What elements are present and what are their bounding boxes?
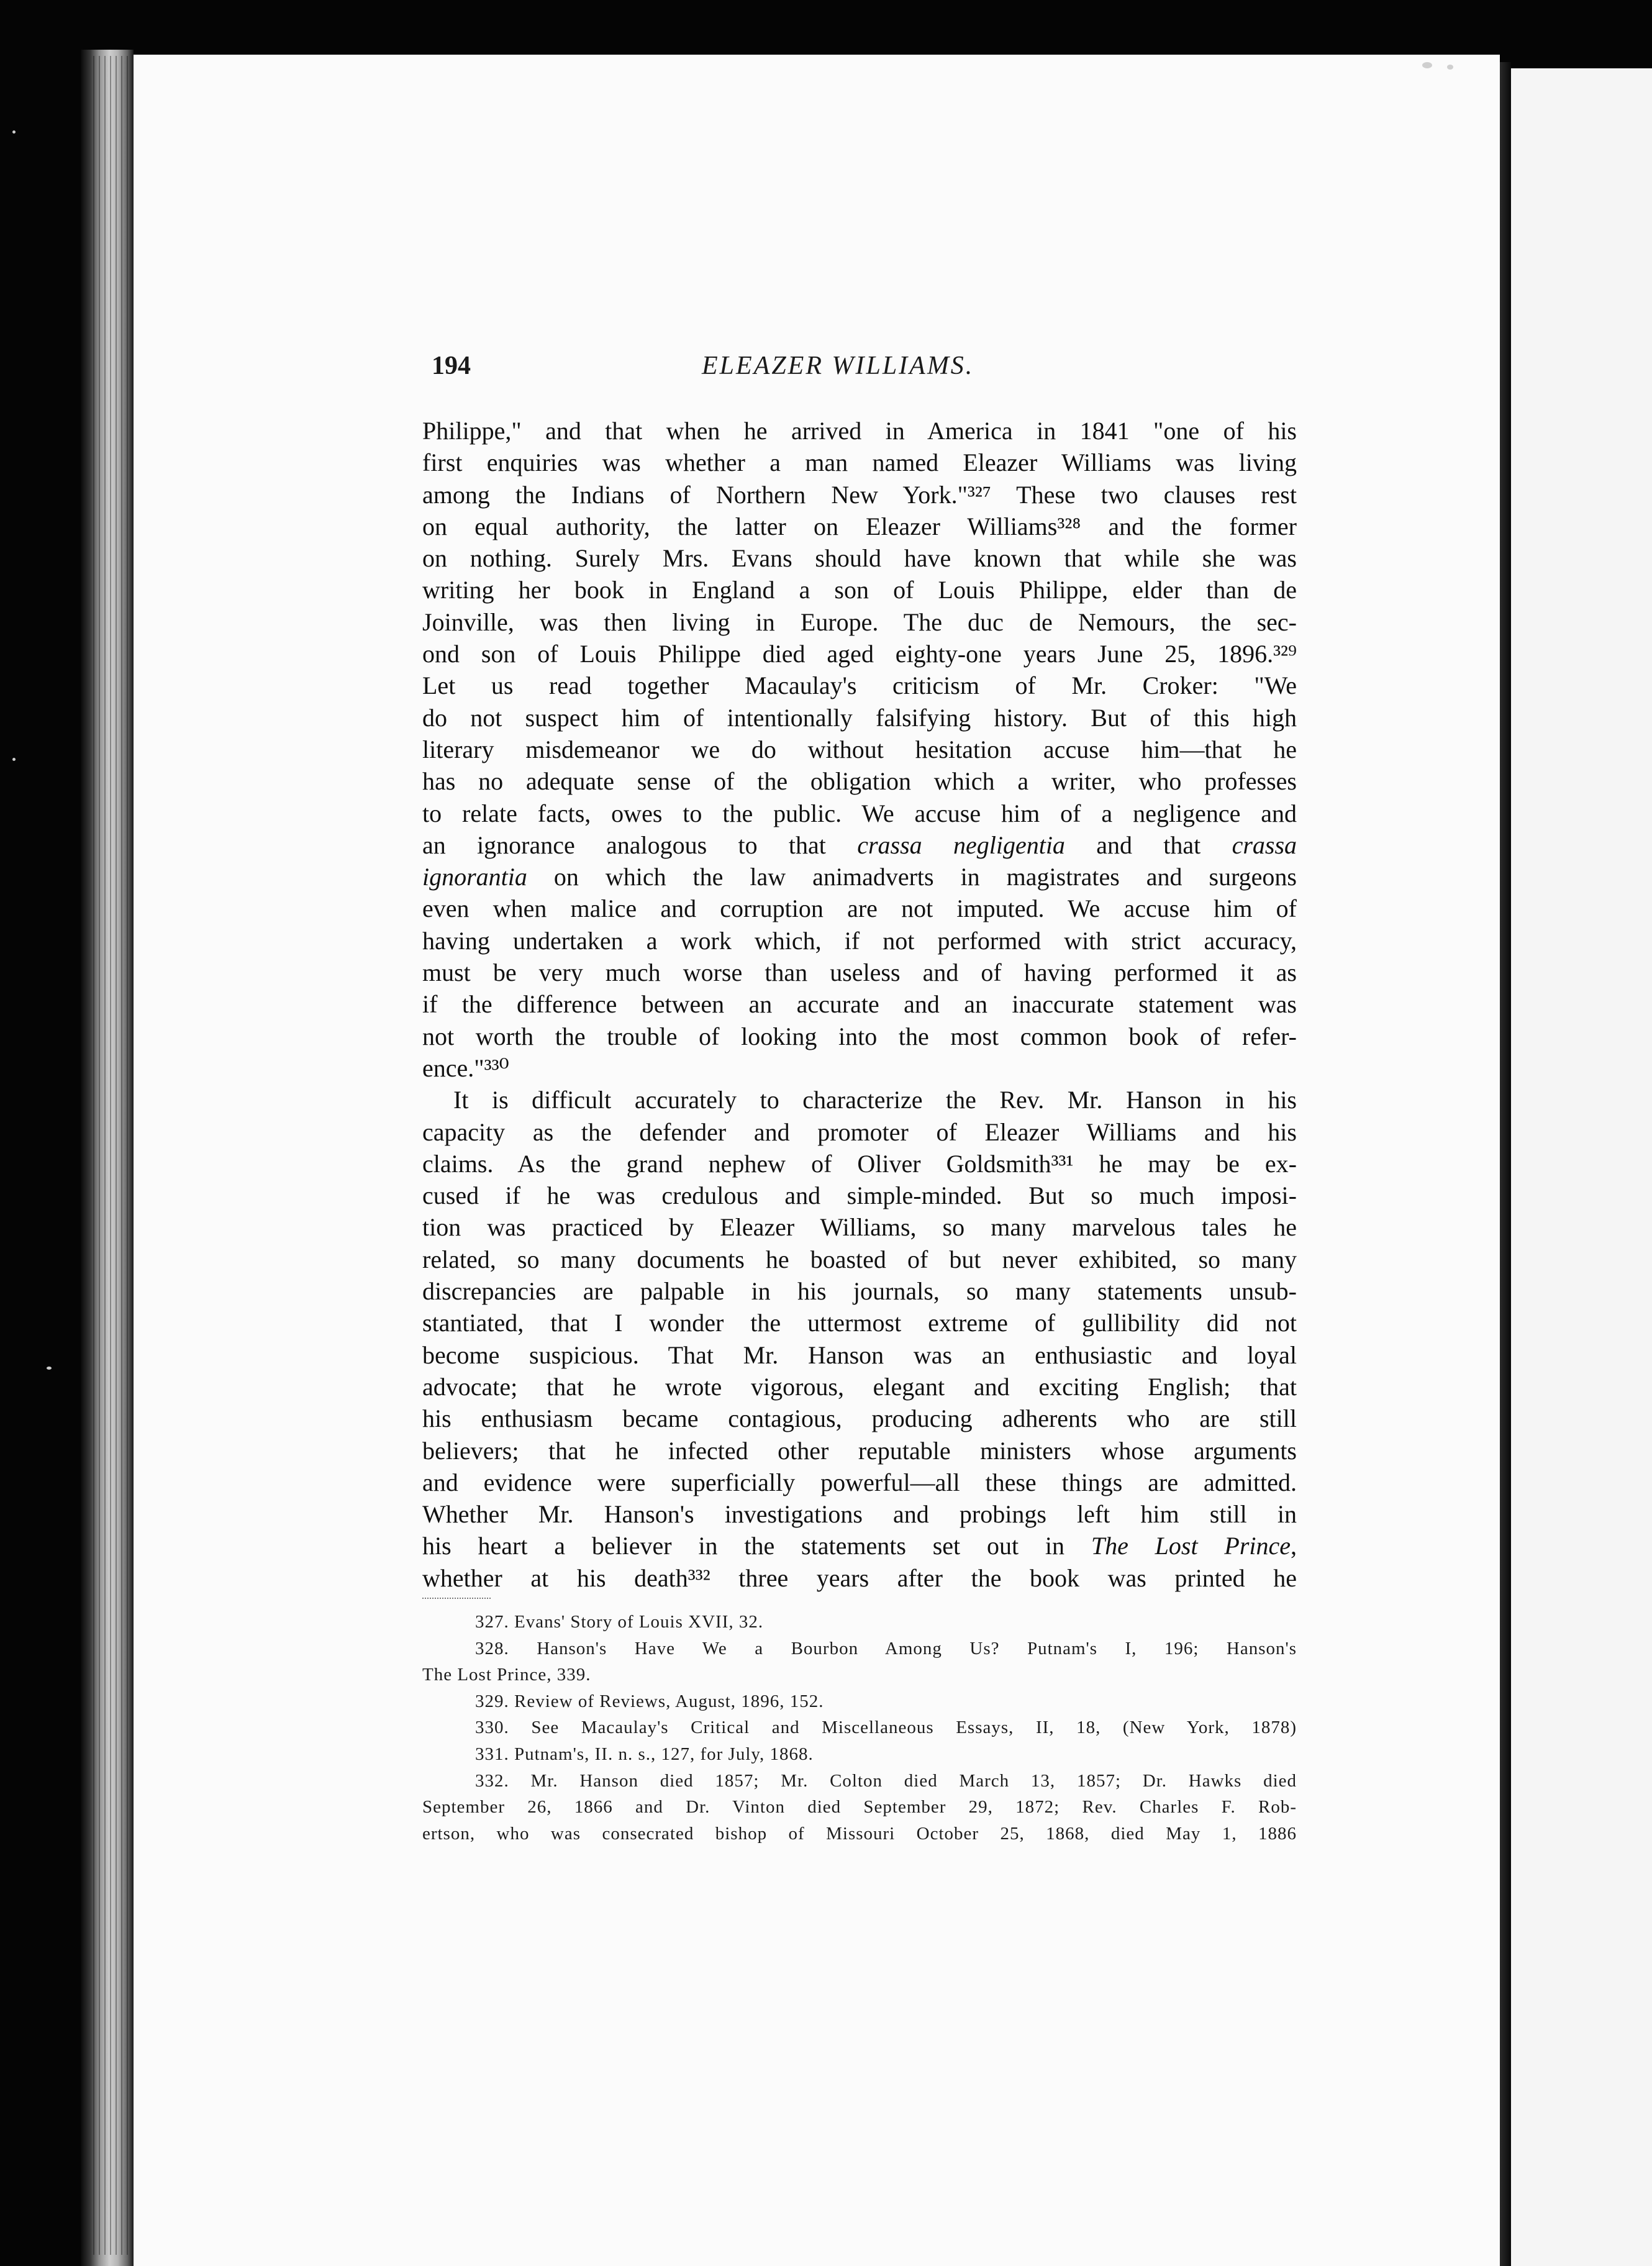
body-line: advocate; that he wrote vigorous, elegant and exciting English; that [422,1372,1297,1401]
book-spine-texture [93,56,130,2255]
body-line-italic-terms: ignorantia on which the law animadverts in magistrates and surgeons [422,863,1297,891]
footnote-328-continued: The Lost Prince, 339. [422,1665,591,1685]
footnote-327: 327. Evans' Story of Louis XVII, 32. [475,1612,764,1632]
footnotes [422,1609,1297,1847]
body-line: ence."³³⁰ [422,1053,509,1082]
body-line: having undertaken a work which, if not performed with strict accuracy, [422,926,1297,955]
body-line: on equal authority, the latter on Eleazer Williams³²⁸ and the former [422,512,1297,540]
body-line: Whether Mr. Hanson's investigations and probings left him still in [422,1500,1297,1529]
body-line: Let us read together Macaulay's criticism of Mr. Croker: "We [422,671,1297,700]
body-line: and evidence were superficially powerful—all these things are admitted. [422,1468,1297,1496]
footnote-330: 330. See Macaulay's Critical and Miscellaneous Essays, II, 18, (New York, 1878) [475,1718,1297,1738]
body-line: stantiated, that I wonder the uttermost extreme of gullibility did not [422,1309,1297,1337]
facing-page [1511,68,1652,2266]
scan-speck [47,1367,52,1370]
body-line: discrepancies are palpable in his journals, so many statements unsub- [422,1277,1297,1306]
body-line: his enthusiasm became contagious, producing adherents who are still [422,1404,1297,1433]
body-text [422,415,1297,1594]
body-line: must be very much worse than useless and of having performed it as [422,958,1297,987]
body-line: to relate facts, owes to the public. We accuse him of a negligence and [422,799,1297,827]
scan-speck [1447,65,1453,70]
body-line: ond son of Louis Philippe died aged eighty-one years June 25, 1896.³²⁹ [422,640,1297,668]
body-line: tion was practiced by Eleazer Williams, so many marvelous tales he [422,1213,1297,1242]
italic-phrase: crassa negligentia [857,830,1065,859]
footnote-rule [422,1598,491,1600]
body-line: whether at his death³³² three years after the book was printed he [422,1563,1297,1592]
scan-speck [1422,62,1432,68]
running-head [432,351,1295,388]
paragraph-first-line: It is difficult accurately to characterize the Rev. Mr. Hanson in his [453,1086,1297,1114]
body-line: not worth the trouble of looking into the most common book of refer- [422,1022,1297,1050]
body-line: do not suspect him of intentionally falsifying history. But of this high [422,703,1297,732]
footnote-332: 332. Mr. Hanson died 1857; Mr. Colton died March 13, 1857; Dr. Hawks died [475,1770,1297,1791]
body-line: become suspicious. That Mr. Hanson was an enthusiastic and loyal [422,1340,1297,1369]
body-line: on nothing. Surely Mrs. Evans should have known that while she was [422,544,1297,573]
footnote-328: 328. Hanson's Have We a Bourbon Among Us? Putnam's I, 196; Hanson's [475,1638,1297,1659]
body-line-italic-terms: an ignorance analogous to that crassa negligentia and that crassa [422,830,1297,859]
body-line: related, so many documents he boasted of but never exhibited, so many [422,1245,1297,1273]
body-line: literary misdemeanor we do without hesitation accuse him—that he [422,735,1297,763]
body-line: if the difference between an accurate and an inaccurate statement was [422,990,1297,1019]
footnote-331: 331. Putnam's, II. n. s., 127, for July, 1868. [475,1744,814,1764]
body-line: claims. As the grand nephew of Oliver Goldsmith³³¹ he may be ex- [422,1149,1297,1178]
scan-speck [12,130,16,134]
page-number: 194 [432,352,471,380]
body-line: even when malice and corruption are not imputed. We accuse him of [422,894,1297,923]
footnote-332-continued: ertson, who was consecrated bishop of Missouri October 25, 1868, died May 1, 1886 [422,1823,1297,1844]
body-line: capacity as the defender and promoter of Eleazer Williams and his [422,1117,1297,1146]
body-line: first enquiries was whether a man named Eleazer Williams was living [422,448,1297,477]
body-line: writing her book in England a son of Louis Philippe, elder than de [422,576,1297,604]
body-line: has no adequate sense of the obligation which a writer, who professes [422,767,1297,796]
footnote-332-continued: September 26, 1866 and Dr. Vinton died September 29, 1872; Rev. Charles F. Rob- [422,1797,1297,1818]
italic-phrase: ignorantia [422,863,527,891]
body-line: Philippe," and that when he arrived in America in 1841 "one of his [422,417,1297,445]
body-line: believers; that he infected other reputable ministers whose arguments [422,1436,1297,1465]
body-line: among the Indians of Northern New York."³²⁷ These two clauses rest [422,480,1297,509]
scan-speck [12,758,16,761]
facing-page-gutter [1500,62,1511,2266]
italic-phrase: The Lost Prince [1091,1532,1291,1560]
body-line-italic-title: his heart a believer in the statements set out in The Lost Prince, [422,1532,1297,1560]
footnote-329: 329. Review of Reviews, August, 1896, 152. [475,1691,824,1711]
running-head-title: ELEAZER WILLIAMS. [702,352,974,380]
body-line: cused if he was credulous and simple-minded. But so much imposi- [422,1181,1297,1210]
body-line: Joinville, was then living in Europe. The duc de Nemours, the sec- [422,607,1297,636]
italic-phrase: crassa [1232,830,1297,859]
